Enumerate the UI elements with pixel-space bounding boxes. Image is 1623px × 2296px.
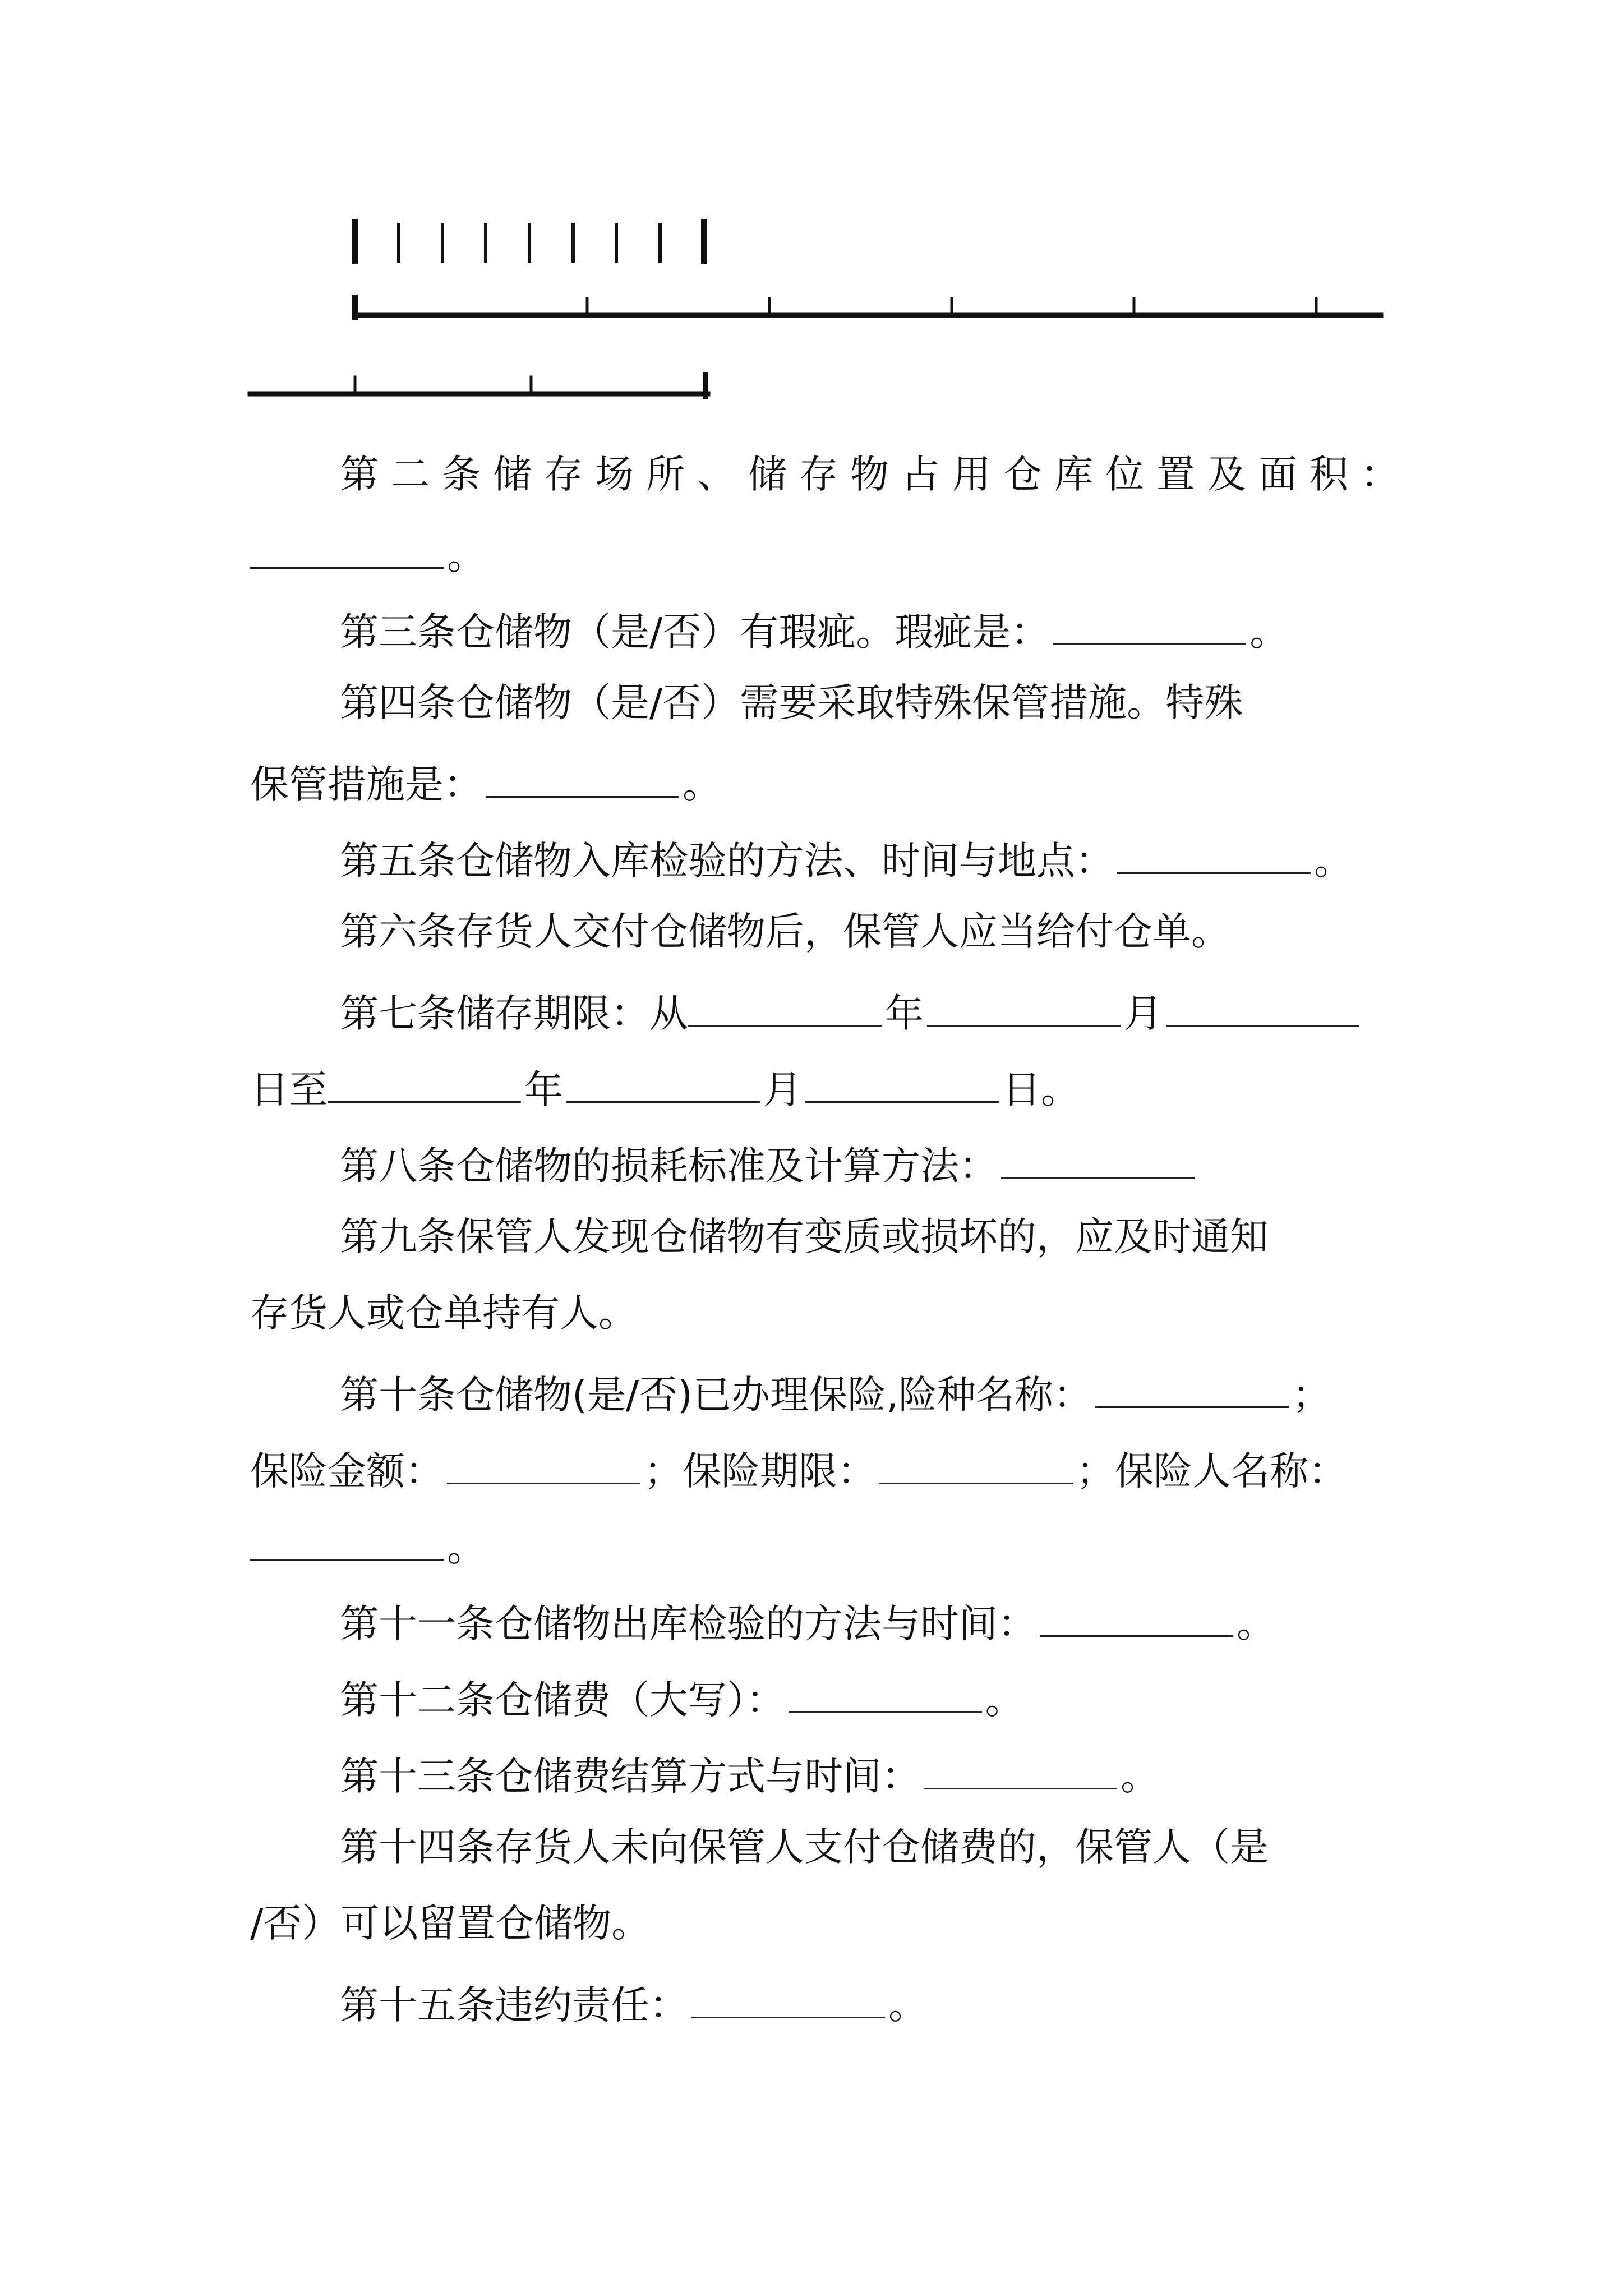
clause-15-text: 第十五条违约责任： xyxy=(340,1983,688,2028)
clause-4-blank[interactable] xyxy=(486,760,679,798)
insurer-label: 保险人名称： xyxy=(1115,1449,1347,1494)
clause-6-text: 第六条存货人交付仓储物后，保管人应当给付仓单。 xyxy=(340,909,1230,954)
semicolon: ； xyxy=(1292,1373,1331,1418)
period: 。 xyxy=(447,1525,486,1570)
clause-12-line xyxy=(340,1676,1024,1723)
month-label: 月 xyxy=(1124,991,1163,1036)
end-day-blank[interactable] xyxy=(805,1065,999,1103)
insurance-term-label: 保险期限： xyxy=(683,1449,876,1494)
clause-9-line-1 xyxy=(340,1214,1269,1259)
semicolon: ； xyxy=(644,1449,683,1494)
clause-4-text: 第四条仓储物（是/否）需要采取特殊保管措施。特殊 xyxy=(340,680,1243,725)
insurance-type-blank[interactable] xyxy=(1095,1370,1289,1408)
clause-15-line xyxy=(340,1981,927,2028)
clause-9-text: 第九条保管人发现仓储物有变质或损坏的，应及时通知 xyxy=(340,1214,1269,1259)
clause-3-blank[interactable] xyxy=(1053,608,1246,645)
clause-5-line xyxy=(340,836,1353,884)
clause-2-line-1 xyxy=(340,452,1412,497)
day-end-label: 日。 xyxy=(1002,1068,1080,1112)
period: 。 xyxy=(1237,1602,1275,1646)
clause-12-text: 第十二条仓储费（大写）： xyxy=(340,1678,785,1723)
start-year-blank[interactable] xyxy=(688,989,882,1027)
clause-8-line xyxy=(340,1142,1198,1189)
month-label: 月 xyxy=(763,1068,802,1112)
clause-14-text: 第十四条存货人未向保管人支付仓储费的，保管人（是 xyxy=(340,1825,1269,1870)
day-to-label: 日至 xyxy=(250,1068,328,1112)
insurance-term-blank[interactable] xyxy=(879,1447,1073,1484)
clause-8-blank[interactable] xyxy=(1001,1142,1195,1179)
clause-15-blank[interactable] xyxy=(691,1981,885,2018)
period: 。 xyxy=(1249,610,1289,655)
clause-14-line-1 xyxy=(340,1825,1269,1870)
clause-14-line-2 xyxy=(250,1901,651,1946)
period: 。 xyxy=(683,762,721,807)
period: 。 xyxy=(1121,1754,1159,1799)
clause-7-line-2 xyxy=(250,1065,1080,1110)
end-month-blank[interactable] xyxy=(566,1065,760,1103)
clause-9-line-2 xyxy=(250,1291,637,1336)
clause-13-line xyxy=(340,1752,1159,1799)
clause-10-text: 第十条仓储物(是/否)已办理保险,险种名称： xyxy=(340,1373,1092,1418)
clause-2-line-2 xyxy=(250,531,486,576)
clause-10-line-2 xyxy=(250,1447,1347,1494)
year-label: 年 xyxy=(885,991,924,1036)
insurance-amount-label: 保险金额： xyxy=(250,1449,444,1494)
clause-7-text: 第七条储存期限：从 xyxy=(340,991,688,1036)
clause-10-line-1 xyxy=(340,1370,1331,1418)
period: 。 xyxy=(447,533,486,578)
clause-9-text-2: 存货人或仓单持有人。 xyxy=(250,1291,637,1336)
clause-10-line-3 xyxy=(250,1523,486,1570)
period: 。 xyxy=(1314,839,1353,884)
clause-8-text: 第八条仓储物的损耗标准及计算方法： xyxy=(340,1144,998,1189)
clause-4-line-2 xyxy=(250,760,721,807)
clause-6-line xyxy=(340,909,1230,954)
table-border-lines xyxy=(0,0,1623,404)
insurer-blank[interactable] xyxy=(250,1523,444,1561)
clause-11-blank[interactable] xyxy=(1040,1599,1233,1637)
clause-13-text: 第十三条仓储费结算方式与时间： xyxy=(340,1754,920,1799)
clause-13-blank[interactable] xyxy=(924,1752,1117,1789)
clause-2-text: 第二条储存场所、储存物占用仓库位置及面积： xyxy=(340,452,1412,497)
clause-5-blank[interactable] xyxy=(1117,836,1311,874)
clause-14-text-2: /否）可以留置仓储物。 xyxy=(250,1901,651,1946)
clause-4-text-2: 保管措施是： xyxy=(250,762,482,807)
clause-11-text: 第十一条仓储物出库检验的方法与时间： xyxy=(340,1602,1036,1646)
start-month-blank[interactable] xyxy=(927,989,1121,1027)
start-day-blank[interactable] xyxy=(1166,989,1359,1027)
period: 。 xyxy=(985,1678,1024,1723)
semicolon: ； xyxy=(1076,1449,1115,1494)
end-year-blank[interactable] xyxy=(328,1065,521,1103)
clause-3-text: 第三条仓储物（是/否）有瑕疵。瑕疵是： xyxy=(340,610,1050,655)
insurance-amount-blank[interactable] xyxy=(447,1447,640,1484)
clause-4-line-1 xyxy=(340,680,1243,725)
period: 。 xyxy=(888,1983,927,2028)
clause-11-line xyxy=(340,1599,1275,1644)
clause-2-blank[interactable] xyxy=(250,531,444,569)
year-label: 年 xyxy=(524,1068,563,1112)
clause-5-text: 第五条仓储物入库检验的方法、时间与地点： xyxy=(340,839,1114,884)
clause-12-blank[interactable] xyxy=(789,1676,982,1713)
clause-7-line-1 xyxy=(340,989,1363,1036)
clause-3-line xyxy=(340,608,1289,655)
